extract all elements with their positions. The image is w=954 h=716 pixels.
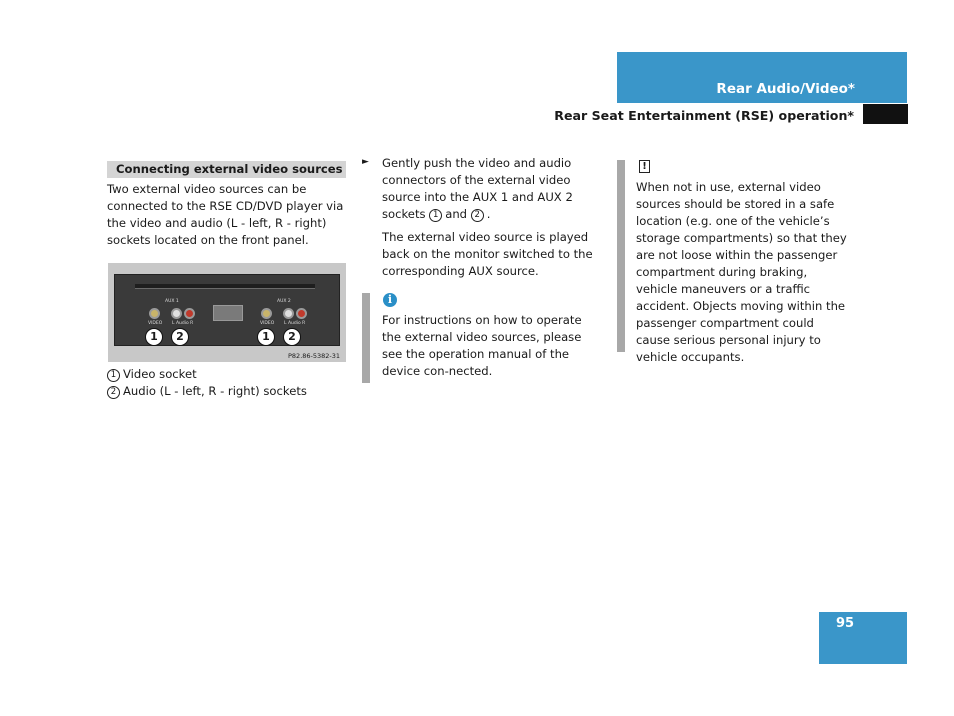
playback-paragraph: The external video source is played back on the monitor switched to the corresponding AUX source. (382, 230, 593, 278)
callout-1: 1 (145, 328, 163, 346)
front-panel-figure (108, 263, 346, 362)
figure-code: P82.86-5382-31 (288, 352, 341, 360)
aux1-video-socket (149, 308, 160, 319)
aux2-audio-right-socket (296, 308, 307, 319)
section-tab-marker (863, 104, 908, 124)
aux1-audio-left-socket (171, 308, 182, 319)
figure-legend (107, 366, 347, 400)
callout-2: 2 (171, 328, 189, 346)
aux1-audio-right-socket (184, 308, 195, 319)
legend-text: Video socket (123, 367, 197, 381)
legend-number: 2 (107, 386, 120, 399)
legend-text: Audio (L - left, R - right) sockets (123, 384, 307, 398)
callout-1: 1 (257, 328, 275, 346)
info-icon: i (383, 293, 397, 307)
callout-2: 2 (283, 328, 301, 346)
aux2-video-label: VIDEO (260, 321, 275, 326)
instruction-step (382, 155, 602, 223)
chapter-title: Rear Audio/Video* (716, 81, 855, 97)
step-text: Gently push the video and audio connectors of the external video source into the AUX 1 and AUX 2 sockets (382, 156, 573, 221)
step-end: . (486, 207, 491, 221)
step-ref-2: 2 (471, 209, 484, 222)
warning-icon: ! (639, 160, 650, 173)
bullet-arrow-icon: ► (362, 157, 369, 167)
aux1-label: AUX 1 (165, 299, 179, 304)
legend-item (107, 383, 347, 400)
header-banner (617, 52, 907, 103)
warning-note-bar (617, 160, 625, 352)
legend-item (107, 366, 347, 383)
subsection-title: Connecting external video sources (116, 162, 343, 176)
aux2-label: AUX 2 (277, 299, 291, 304)
info-note-text: For instructions on how to operate the external video sources, please see the operation manual of the device con-nected. (382, 313, 582, 378)
rse-front-panel (114, 274, 340, 346)
step-ref-1: 1 (429, 209, 442, 222)
aux2-video-socket (261, 308, 272, 319)
legend-number: 1 (107, 369, 120, 382)
page-number: 95 (835, 616, 855, 631)
subsection-bar (107, 161, 346, 178)
intro-paragraph: Two external video sources can be connected to the RSE CD/DVD player via the video and audio (L - left, R - right) sockets located on the front panel. (107, 182, 344, 247)
aux1-video-label: VIDEO (148, 321, 163, 326)
aux1-audio-label: L Audio R (172, 321, 194, 326)
section-heading: Rear Seat Entertainment (RSE) operation* (554, 108, 854, 123)
aux2-audio-label: L Audio R (284, 321, 306, 326)
step-and: and (445, 207, 468, 221)
eject-button-illustration (213, 305, 243, 321)
disc-slot (135, 284, 315, 289)
aux2-audio-left-socket (283, 308, 294, 319)
info-note-bar (362, 293, 370, 383)
page-number-box (819, 612, 907, 664)
warning-note-text: When not in use, external video sources should be stored in a safe location (e.g. one of the vehicle’s storage compartments) so that they are not loose within the passenger compartment during braking, vehicle maneuvers or a traffic accident. Objects moving within the passenger compartment could cause serious personal injury to vehicle occupants. (636, 180, 847, 364)
